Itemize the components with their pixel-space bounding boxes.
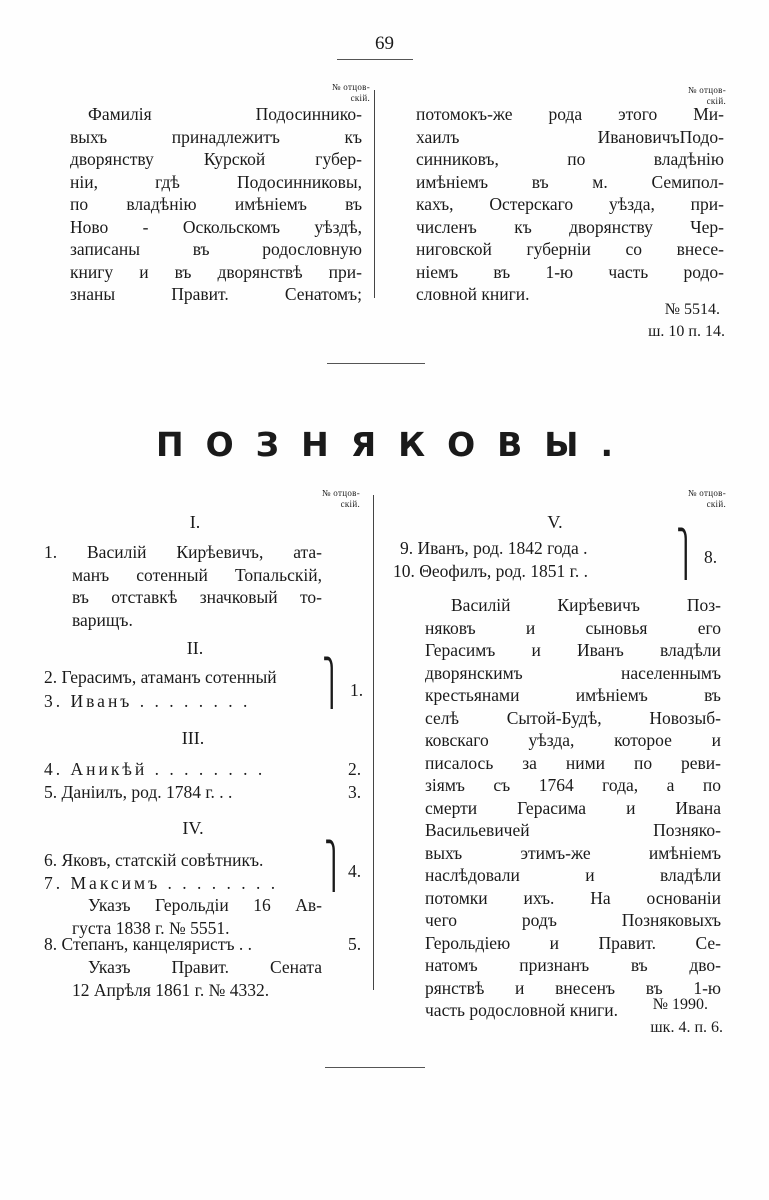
text-line: потомки ихъ. На основаніи xyxy=(425,887,721,908)
side-label-top-left: № отцов- скій. xyxy=(331,82,370,103)
text-line: книгу и въ дворянствѣ при- xyxy=(70,261,362,282)
text-line: Васильевичей Позняко- xyxy=(425,820,721,840)
text-line: ніи, гдѣ Подосинниковы, xyxy=(70,171,362,192)
shelf-mark-bottom: шк. 4. п. 6. xyxy=(650,1019,723,1036)
top-right-paragraph xyxy=(416,103,724,306)
text-line: Фамилія Подосиннико- xyxy=(88,104,362,124)
record-number-bottom: № 1990. xyxy=(652,996,708,1013)
text-line: хаилъ ИвановичъПодо- xyxy=(416,126,724,147)
text-line: въ отставкѣ значковый то- xyxy=(72,587,322,607)
entry-3: 3. Иванъ . . . . . . . . xyxy=(44,691,251,711)
entry-9: 9. Иванъ, род. 1842 года . xyxy=(400,538,588,558)
entry-10: 10. Θеофилъ, род. 1851 г. . xyxy=(393,561,588,581)
right-paragraph xyxy=(425,594,721,1022)
side-label-top-right: № отцов- скій. xyxy=(687,85,726,106)
record-number-top: № 5514. xyxy=(664,301,720,318)
text-line: Герольдіею и Правит. Се- xyxy=(425,932,721,953)
text-line: натомъ признанъ въ дво- xyxy=(425,955,721,975)
shelf-mark-top: ш. 10 п. 14. xyxy=(648,323,725,340)
text-line: наслѣдовали и владѣли xyxy=(425,865,721,885)
text-line: густа 1838 г. № 5551. xyxy=(72,917,230,938)
text-line: записаны въ родословную xyxy=(70,239,362,259)
text-line: чего родъ Позняковыхъ xyxy=(425,910,721,930)
text-line: 12 Апрѣля 1861 г. № 4332. xyxy=(72,979,270,1000)
text-line: Герасимъ и Иванъ владѣли xyxy=(425,640,721,660)
text-line: численъ къ дворянству Чер- xyxy=(416,216,724,237)
text-line: кахъ, Остерскаго уѣзда, при- xyxy=(416,194,724,214)
text-line: дворянству Курской губер- xyxy=(70,149,362,169)
text-line: варищъ. xyxy=(72,609,133,630)
entry-1 xyxy=(44,541,322,631)
text-line: смерти Герасима и Ивана xyxy=(425,797,721,818)
side-label-bottom-right: № отцов- скій. xyxy=(687,488,726,509)
father-ref: 5. xyxy=(348,934,362,954)
father-ref: 8. xyxy=(704,547,718,567)
entry-5: 5. Даніилъ, род. 1784 г. . . xyxy=(44,782,233,802)
text-line: ниговской губерніи со внесе- xyxy=(416,239,724,259)
text-line: писалось за ними по реви- xyxy=(425,752,721,773)
text-line: выхъ этимъ-же имѣніемъ xyxy=(425,842,721,863)
text-line: Указъ Правит. Сената xyxy=(88,957,322,977)
generation-heading: II. xyxy=(186,638,204,658)
text-line: синниковъ, по владѣнію xyxy=(416,149,724,169)
section-rule-top xyxy=(327,363,425,364)
text-line: имѣніемъ въ м. Семипол- xyxy=(416,171,724,192)
text-line: ніемъ въ 1-ю часть родо- xyxy=(416,261,724,282)
bracket-brace: ⎫ xyxy=(324,841,344,891)
column-divider-bottom xyxy=(373,495,374,990)
text-line: по владѣнію имѣніемъ въ xyxy=(70,194,362,214)
text-line: Ново - Оскольскомъ уѣздѣ, xyxy=(70,216,362,237)
generation-heading: III. xyxy=(181,728,205,748)
section-title: ПОЗНЯКОВЫ. xyxy=(155,425,636,464)
entry-2: 2. Герасимъ, атаманъ сотенный xyxy=(44,667,277,687)
text-line: часть родословной книги. xyxy=(425,1000,618,1020)
page-number: 69 xyxy=(375,33,394,54)
bracket-brace: ⎫ xyxy=(676,529,696,579)
generation-heading: I. xyxy=(189,512,201,532)
text-line: няковъ и сыновья его xyxy=(425,617,721,638)
text-line: Указъ Герольдіи 16 Ав- xyxy=(88,895,322,915)
text-line: потомокъ-же рода этого Ми- xyxy=(416,104,724,124)
bracket-brace: ⎫ xyxy=(322,658,342,708)
text-line: словной книги. xyxy=(416,284,530,304)
decree-2 xyxy=(72,956,322,1001)
text-line: зіямъ съ 1764 года, а по xyxy=(425,775,721,795)
top-left-paragraph xyxy=(70,103,362,306)
father-ref: 3. xyxy=(348,782,362,802)
text-line: Василій Кирѣевичъ Поз- xyxy=(451,595,721,615)
section-rule-bottom xyxy=(325,1067,425,1068)
text-line: ковскаго уѣзда, которое и xyxy=(425,730,721,750)
entry-6: 6. Яковъ, статскій совѣтникъ. xyxy=(44,850,264,870)
header-rule xyxy=(337,59,413,60)
column-divider-top xyxy=(374,90,375,298)
entry-7: 7. Максимъ . . . . . . . . xyxy=(44,873,279,893)
text-line: рянствѣ и внесенъ въ 1-ю xyxy=(425,977,721,998)
entry-8: 8. Степанъ, канцеляристъ . . xyxy=(44,934,253,954)
father-ref: 1. xyxy=(350,680,364,700)
father-ref: 2. xyxy=(348,759,362,779)
text-line: знаны Правит. Сенатомъ; xyxy=(70,284,362,304)
generation-heading: IV. xyxy=(182,818,204,838)
text-line: выхъ принадлежитъ къ xyxy=(70,126,362,147)
side-label-bottom-left: № отцов- скій. xyxy=(321,488,360,509)
text-line: манъ сотенный Топальскій, xyxy=(72,564,322,585)
text-line: 1. Василій Кирѣевичъ, ата- xyxy=(44,542,322,562)
text-line: крестьянами имѣніемъ въ xyxy=(425,685,721,705)
text-line: дворянскимъ населеннымъ xyxy=(425,662,721,683)
entry-4: 4. Аникѣй . . . . . . . . xyxy=(44,759,266,779)
father-ref: 4. xyxy=(348,861,362,881)
text-line: селѣ Сытой-Будѣ, Новозыб- xyxy=(425,707,721,728)
generation-heading: V. xyxy=(547,512,563,532)
